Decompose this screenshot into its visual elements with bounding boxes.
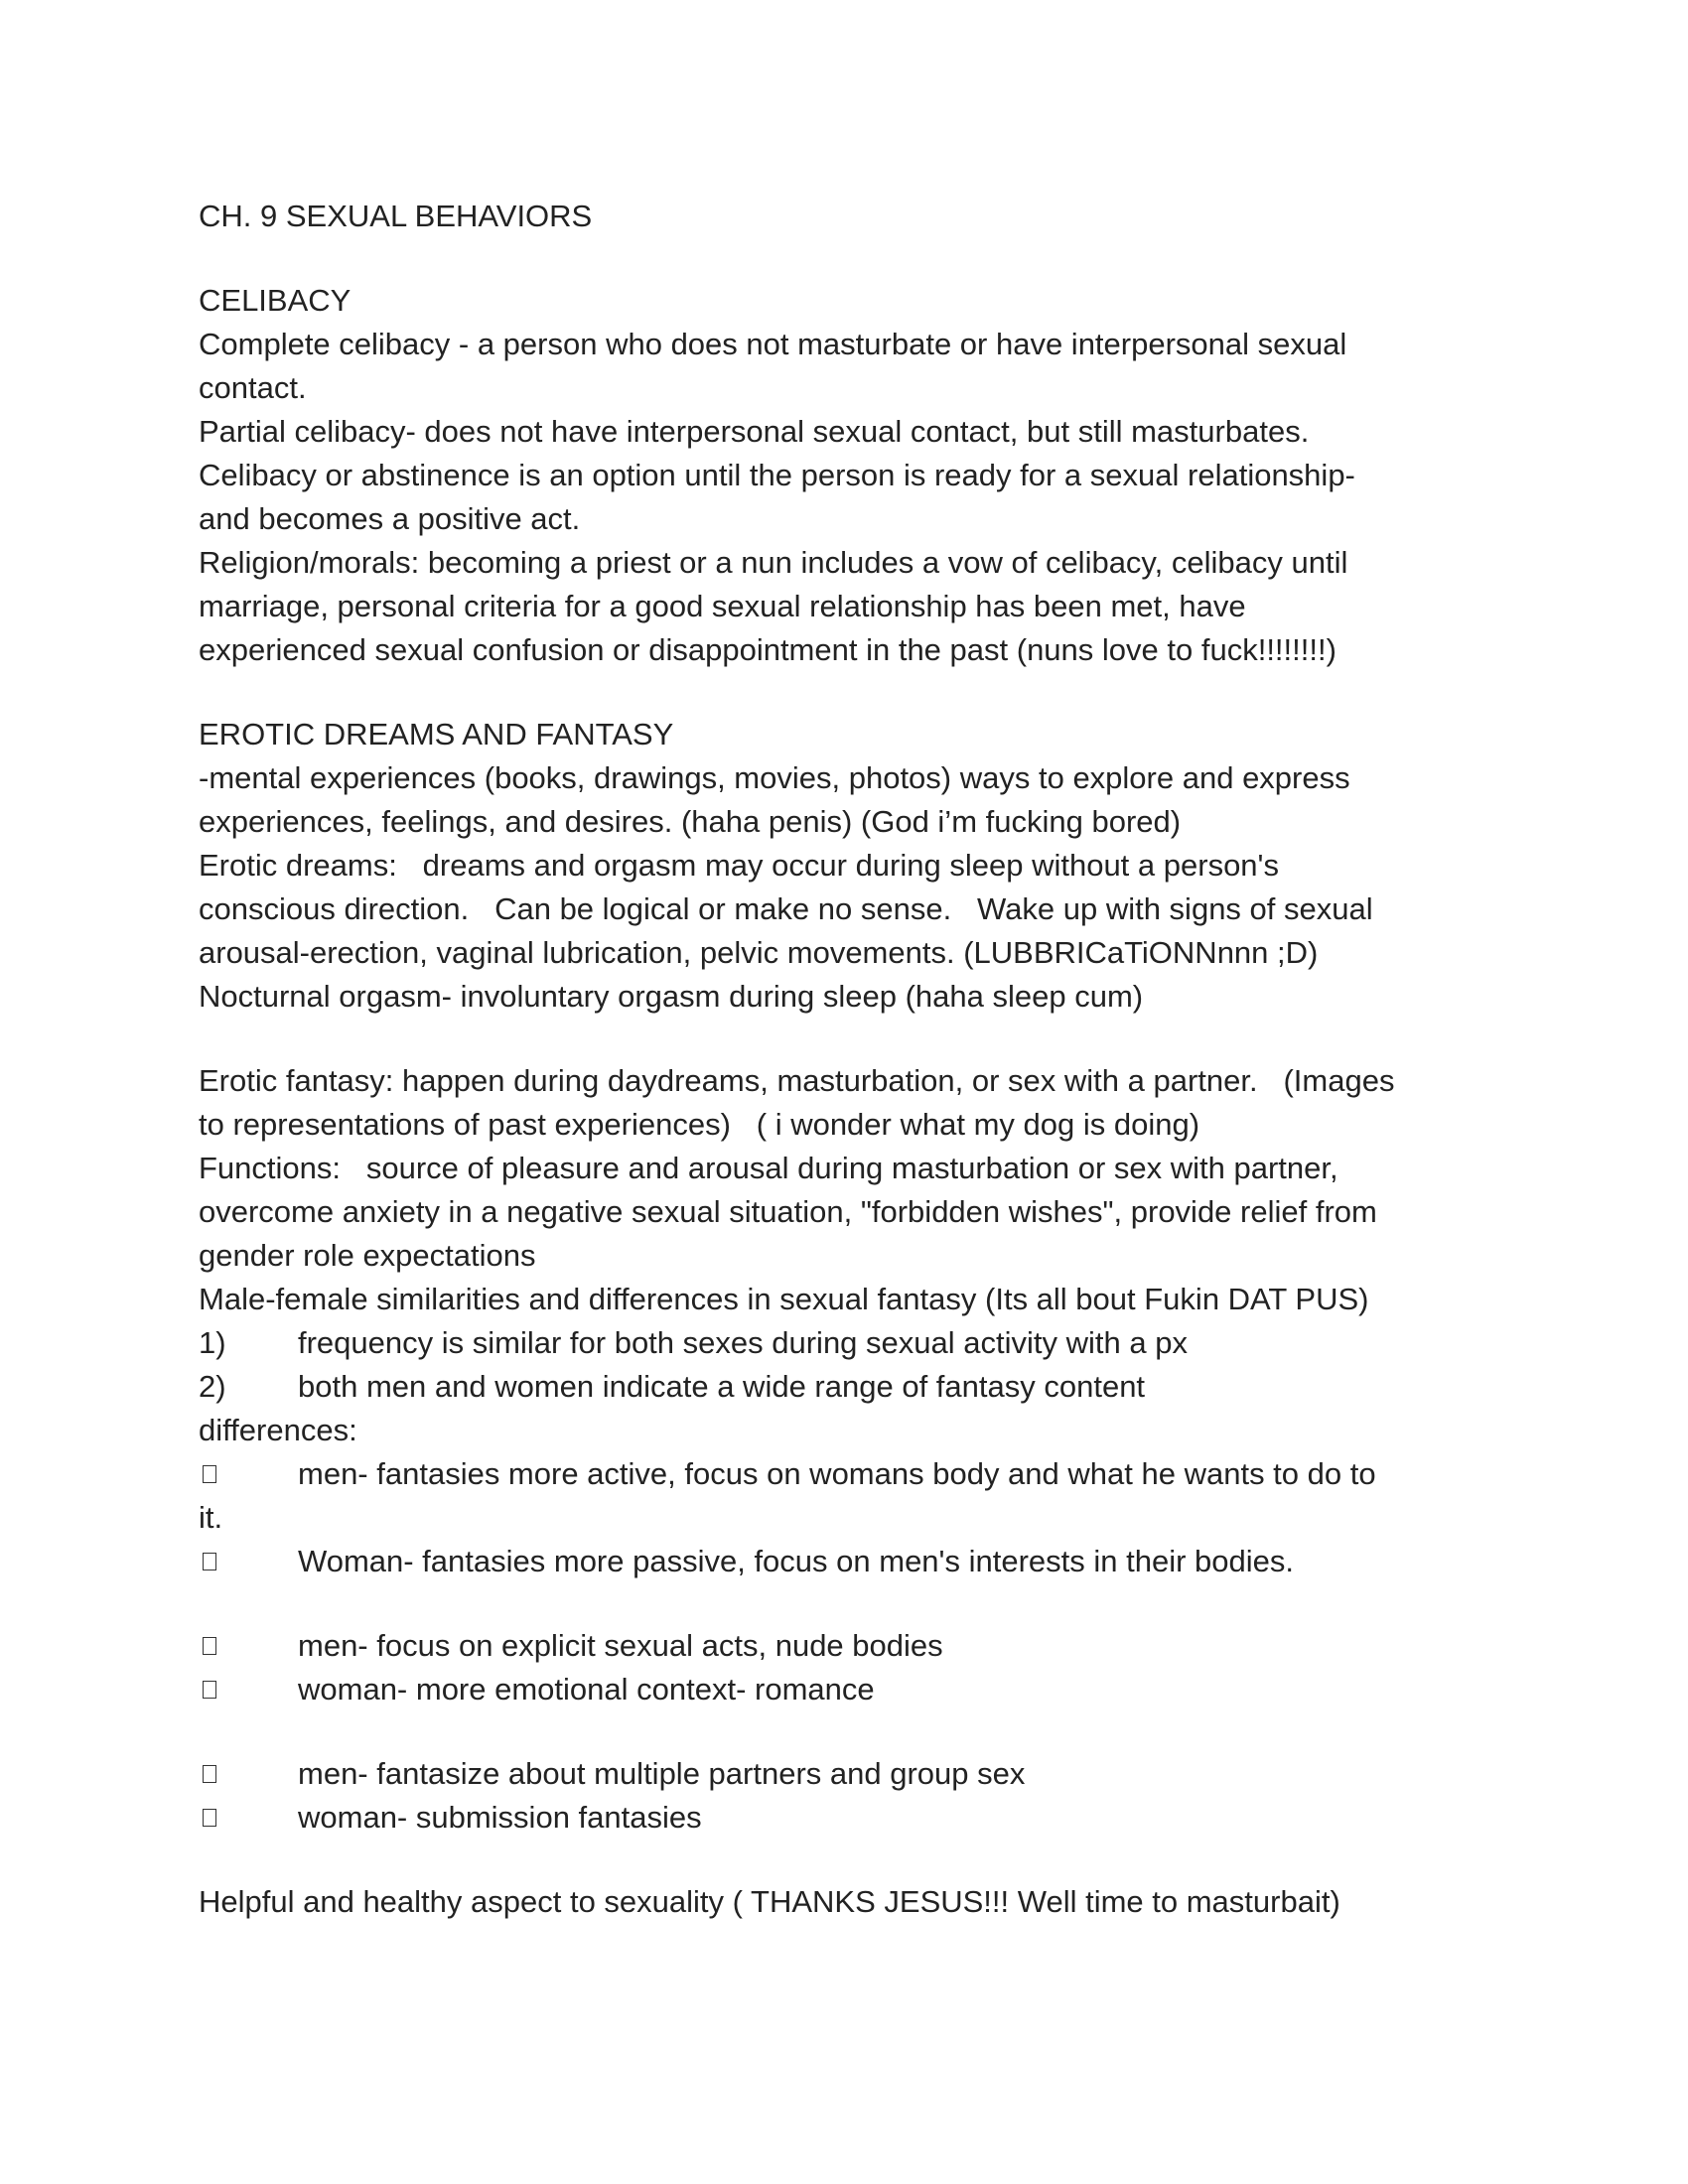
item-text-continued: it.	[199, 1500, 223, 1535]
square-bullet-icon	[199, 1540, 298, 1583]
spacer	[199, 1840, 1509, 1880]
spacer	[199, 672, 1509, 713]
item-text: both men and women indicate a wide range of fantasy content	[298, 1369, 1146, 1404]
item-text: woman- submission fantasies	[298, 1800, 702, 1835]
text-line: gender role expectations	[199, 1238, 536, 1273]
bullet-item	[199, 1668, 1509, 1711]
text-line: Male-female similarities and differences in sexual fantasy (Its all bout Fukin DAT PUS)	[199, 1282, 1369, 1316]
text-line: arousal-erection, vaginal lubrication, pelvic movements. (LUBBRICaTiONNnnn ;D)	[199, 935, 1319, 970]
text-line: marriage, personal criteria for a good sexual relationship has been met, have	[199, 589, 1246, 623]
text-line: Nocturnal orgasm- involuntary orgasm during sleep (haha sleep cum)	[199, 979, 1144, 1014]
text-line: Complete celibacy - a person who does not masturbate or have interpersonal sexual	[199, 327, 1347, 361]
text-line: overcome anxiety in a negative sexual situation, "forbidden wishes", provide relief from	[199, 1194, 1377, 1229]
bullet-item	[199, 1752, 1509, 1796]
square-bullet-icon	[199, 1668, 298, 1711]
chapter-title: CH. 9 SEXUAL BEHAVIORS	[199, 199, 593, 233]
spacer	[199, 1019, 1509, 1059]
differences-label: differences:	[199, 1413, 357, 1447]
item-text: frequency is similar for both sexes during sexual activity with a px	[298, 1325, 1188, 1360]
section-heading-celibacy: CELIBACY	[199, 283, 352, 318]
text-line: conscious direction. Can be logical or make no sense. Wake up with signs of sexual	[199, 891, 1373, 926]
item-text: men- focus on explicit sexual acts, nude bodies	[298, 1628, 943, 1663]
text-line: Functions: source of pleasure and arousal during masturbation or sex with partner,	[199, 1151, 1338, 1185]
spacer	[199, 238, 1509, 279]
spacer	[199, 1583, 1509, 1624]
bullet-item	[199, 1540, 1509, 1583]
section-heading-dreams: EROTIC DREAMS AND FANTASY	[199, 717, 674, 751]
bullet-item	[199, 1624, 1509, 1668]
numbered-item	[199, 1365, 1509, 1409]
bullet-item	[199, 1452, 1509, 1496]
text-line: experiences, feelings, and desires. (haha penis) (God i’m fucking bored)	[199, 804, 1182, 839]
item-text: men- fantasies more active, focus on womans body and what he wants to do to	[298, 1456, 1376, 1491]
closing-line: Helpful and healthy aspect to sexuality ( THANKS JESUS!!! Well time to masturbait)	[199, 1884, 1340, 1919]
square-bullet-icon	[199, 1796, 298, 1840]
text-line: contact.	[199, 370, 307, 405]
square-bullet-icon	[199, 1452, 298, 1496]
square-bullet-icon	[199, 1752, 298, 1796]
text-line: experienced sexual confusion or disappointment in the past (nuns love to fuck!!!!!!!!)	[199, 632, 1336, 667]
text-line: Erotic dreams: dreams and orgasm may occur during sleep without a person's	[199, 848, 1279, 883]
square-bullet-icon	[199, 1624, 298, 1668]
item-text: men- fantasize about multiple partners and group sex	[298, 1756, 1026, 1791]
text-line: Celibacy or abstinence is an option until the person is ready for a sexual relationship-	[199, 458, 1355, 492]
spacer	[199, 1711, 1509, 1752]
document-body	[199, 195, 1509, 1924]
item-number: 1)	[199, 1325, 226, 1360]
item-number: 2)	[199, 1369, 226, 1404]
text-line: Erotic fantasy: happen during daydreams, masturbation, or sex with a partner. (Images	[199, 1063, 1395, 1098]
text-line: and becomes a positive act.	[199, 501, 581, 536]
bullet-item	[199, 1796, 1509, 1840]
item-text: Woman- fantasies more passive, focus on men's interests in their bodies.	[298, 1544, 1294, 1578]
numbered-item	[199, 1321, 1509, 1365]
text-line: -mental experiences (books, drawings, movies, photos) ways to explore and express	[199, 760, 1350, 795]
item-text: woman- more emotional context- romance	[298, 1672, 875, 1706]
text-line: Religion/morals: becoming a priest or a nun includes a vow of celibacy, celibacy until	[199, 545, 1348, 580]
text-line: to representations of past experiences) ( i wonder what my dog is doing)	[199, 1107, 1200, 1142]
text-line: Partial celibacy- does not have interpersonal sexual contact, but still masturbates.	[199, 414, 1310, 449]
